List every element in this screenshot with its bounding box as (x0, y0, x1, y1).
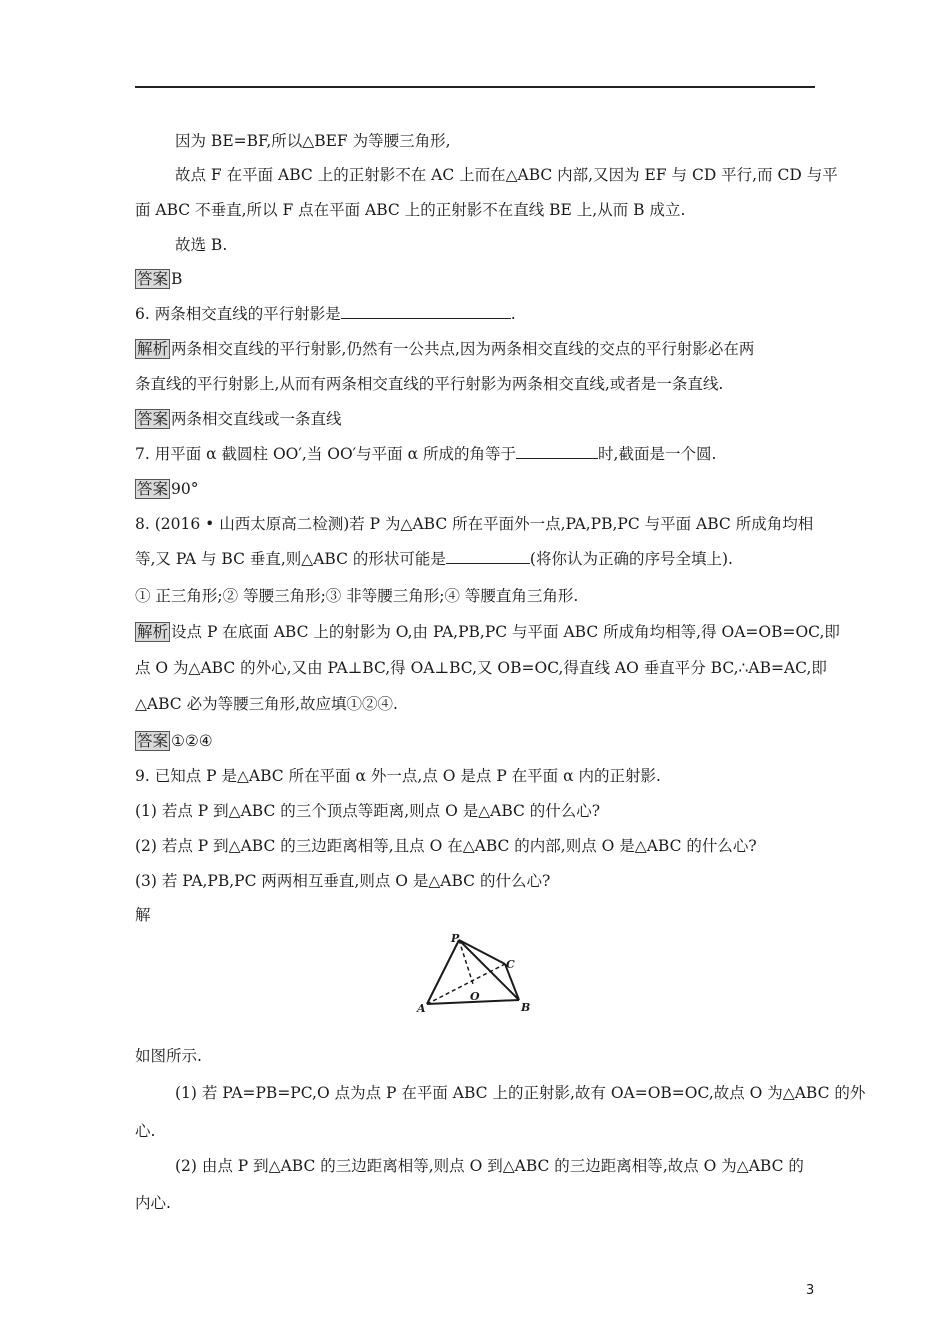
label-b: B (521, 1001, 531, 1014)
answer-text: B (171, 270, 183, 288)
answer-text: 两条相交直线或一条直线 (171, 410, 342, 428)
analysis-text: 两条相交直线的平行射影,仍然有一公共点,因为两条相交直线的交点的平行射影必在两 (171, 340, 755, 358)
label-a: A (417, 1002, 426, 1015)
text-line: △ABC 必为等腰三角形,故应填①②④. (135, 695, 398, 713)
answer-text: 90° (171, 480, 199, 498)
question-9-part3: (3) 若 PA,PB,PC 两两相互垂直,则点 O 是△ABC 的什么心? (135, 872, 551, 890)
answer-line (135, 409, 825, 429)
fill-blank (446, 549, 530, 564)
fill-blank (516, 444, 598, 459)
text-line: 故点 F 在平面 ABC 上的正射影不在 AC 上而在△ABC 内部,又因为 EF 与 CD 平行,而 CD 与平 (175, 166, 838, 184)
question-9-part1: (1) 若点 P 到△ABC 的三个顶点等距离,则点 O 是△ABC 的什么心? (135, 802, 601, 820)
question-text: 时,截面是一个圆. (598, 445, 717, 463)
question-8: 8. (2016 • 山西太原高二检测)若 P 为△ABC 所在平面外一点,PA,PB,PC 与平面 ABC 所成角均相 (135, 515, 814, 533)
analysis-line (135, 339, 825, 359)
question-text: 6. 两条相交直线的平行射影是 (135, 305, 341, 323)
text-line: 故选 B. (175, 236, 228, 254)
question-text: . (510, 305, 516, 323)
options-line: ① 正三角形;② 等腰三角形;③ 非等腰三角形;④ 等腰直角三角形. (135, 587, 579, 605)
analysis-line (135, 622, 840, 642)
text-line: 点 O 为△ABC 的外心,又由 PA⊥BC,得 OA⊥BC,又 OB=OC,得直线 AO 垂直平分 BC,∴AB=AC,即 (135, 659, 827, 677)
edge-pa (427, 940, 459, 1004)
header-rule (135, 86, 815, 88)
question-8-cont (135, 549, 825, 569)
answer-line (135, 479, 825, 499)
answer-line (135, 269, 825, 289)
analysis-tag: 解析 (137, 340, 169, 358)
page-number: 3 (806, 1283, 815, 1298)
pyramid-figure (415, 930, 535, 1016)
label-p: P (451, 932, 460, 945)
question-text: 7. 用平面 α 截圆柱 OO′,当 OO′与平面 α 所成的角等于 (135, 445, 517, 463)
question-text: (将你认为正确的序号全填上). (529, 550, 733, 568)
question-text: 等,又 PA 与 BC 垂直,则△ABC 的形状可能是 (135, 550, 446, 568)
answer-tag: 答案 (137, 410, 169, 428)
edge-ac-hidden (427, 964, 505, 1004)
text-line: (2) 由点 P 到△ABC 的三边距离相等,则点 O 到△ABC 的三边距离相等,故点 O 为△ABC 的 (175, 1157, 804, 1175)
analysis-tag: 解析 (137, 623, 169, 641)
text-line: 如图所示. (135, 1047, 202, 1065)
text-line: 心. (135, 1122, 156, 1140)
analysis-text: 设点 P 在底面 ABC 上的射影为 O,由 PA,PB,PC 与平面 ABC 所成角均相等,得 OA=OB=OC,即 (171, 623, 840, 641)
question-9-part2: (2) 若点 P 到△ABC 的三边距离相等,且点 O 在△ABC 的内部,则点 O 是△ABC 的什么心? (135, 837, 757, 855)
answer-text: ①②④ (171, 732, 213, 750)
label-o: O (470, 990, 480, 1003)
text-line: 面 ABC 不垂直,所以 F 点在平面 ABC 上的正射影不在直线 BE 上,从而 B 成立. (135, 201, 686, 219)
fill-blank (341, 304, 511, 319)
answer-line (135, 731, 825, 751)
answer-tag: 答案 (137, 270, 169, 288)
text-line: 因为 BE=BF,所以△BEF 为等腰三角形, (175, 132, 451, 150)
question-7 (135, 444, 825, 464)
text-line: (1) 若 PA=PB=PC,O 点为点 P 在平面 ABC 上的正射影,故有 OA=OB=OC,故点 O 为△ABC 的外 (175, 1084, 866, 1102)
answer-tag: 答案 (137, 732, 169, 750)
answer-tag: 答案 (137, 480, 169, 498)
label-c: C (506, 958, 515, 971)
question-6 (135, 304, 825, 324)
question-9: 9. 已知点 P 是△ABC 所在平面 α 外一点,点 O 是点 P 在平面 α 内的正射影. (135, 767, 661, 785)
solution-label: 解 (135, 906, 151, 924)
text-line: 内心. (135, 1194, 171, 1212)
text-line: 条直线的平行射影上,从而有两条相交直线的平行射影为两条相交直线,或者是一条直线. (135, 375, 724, 393)
